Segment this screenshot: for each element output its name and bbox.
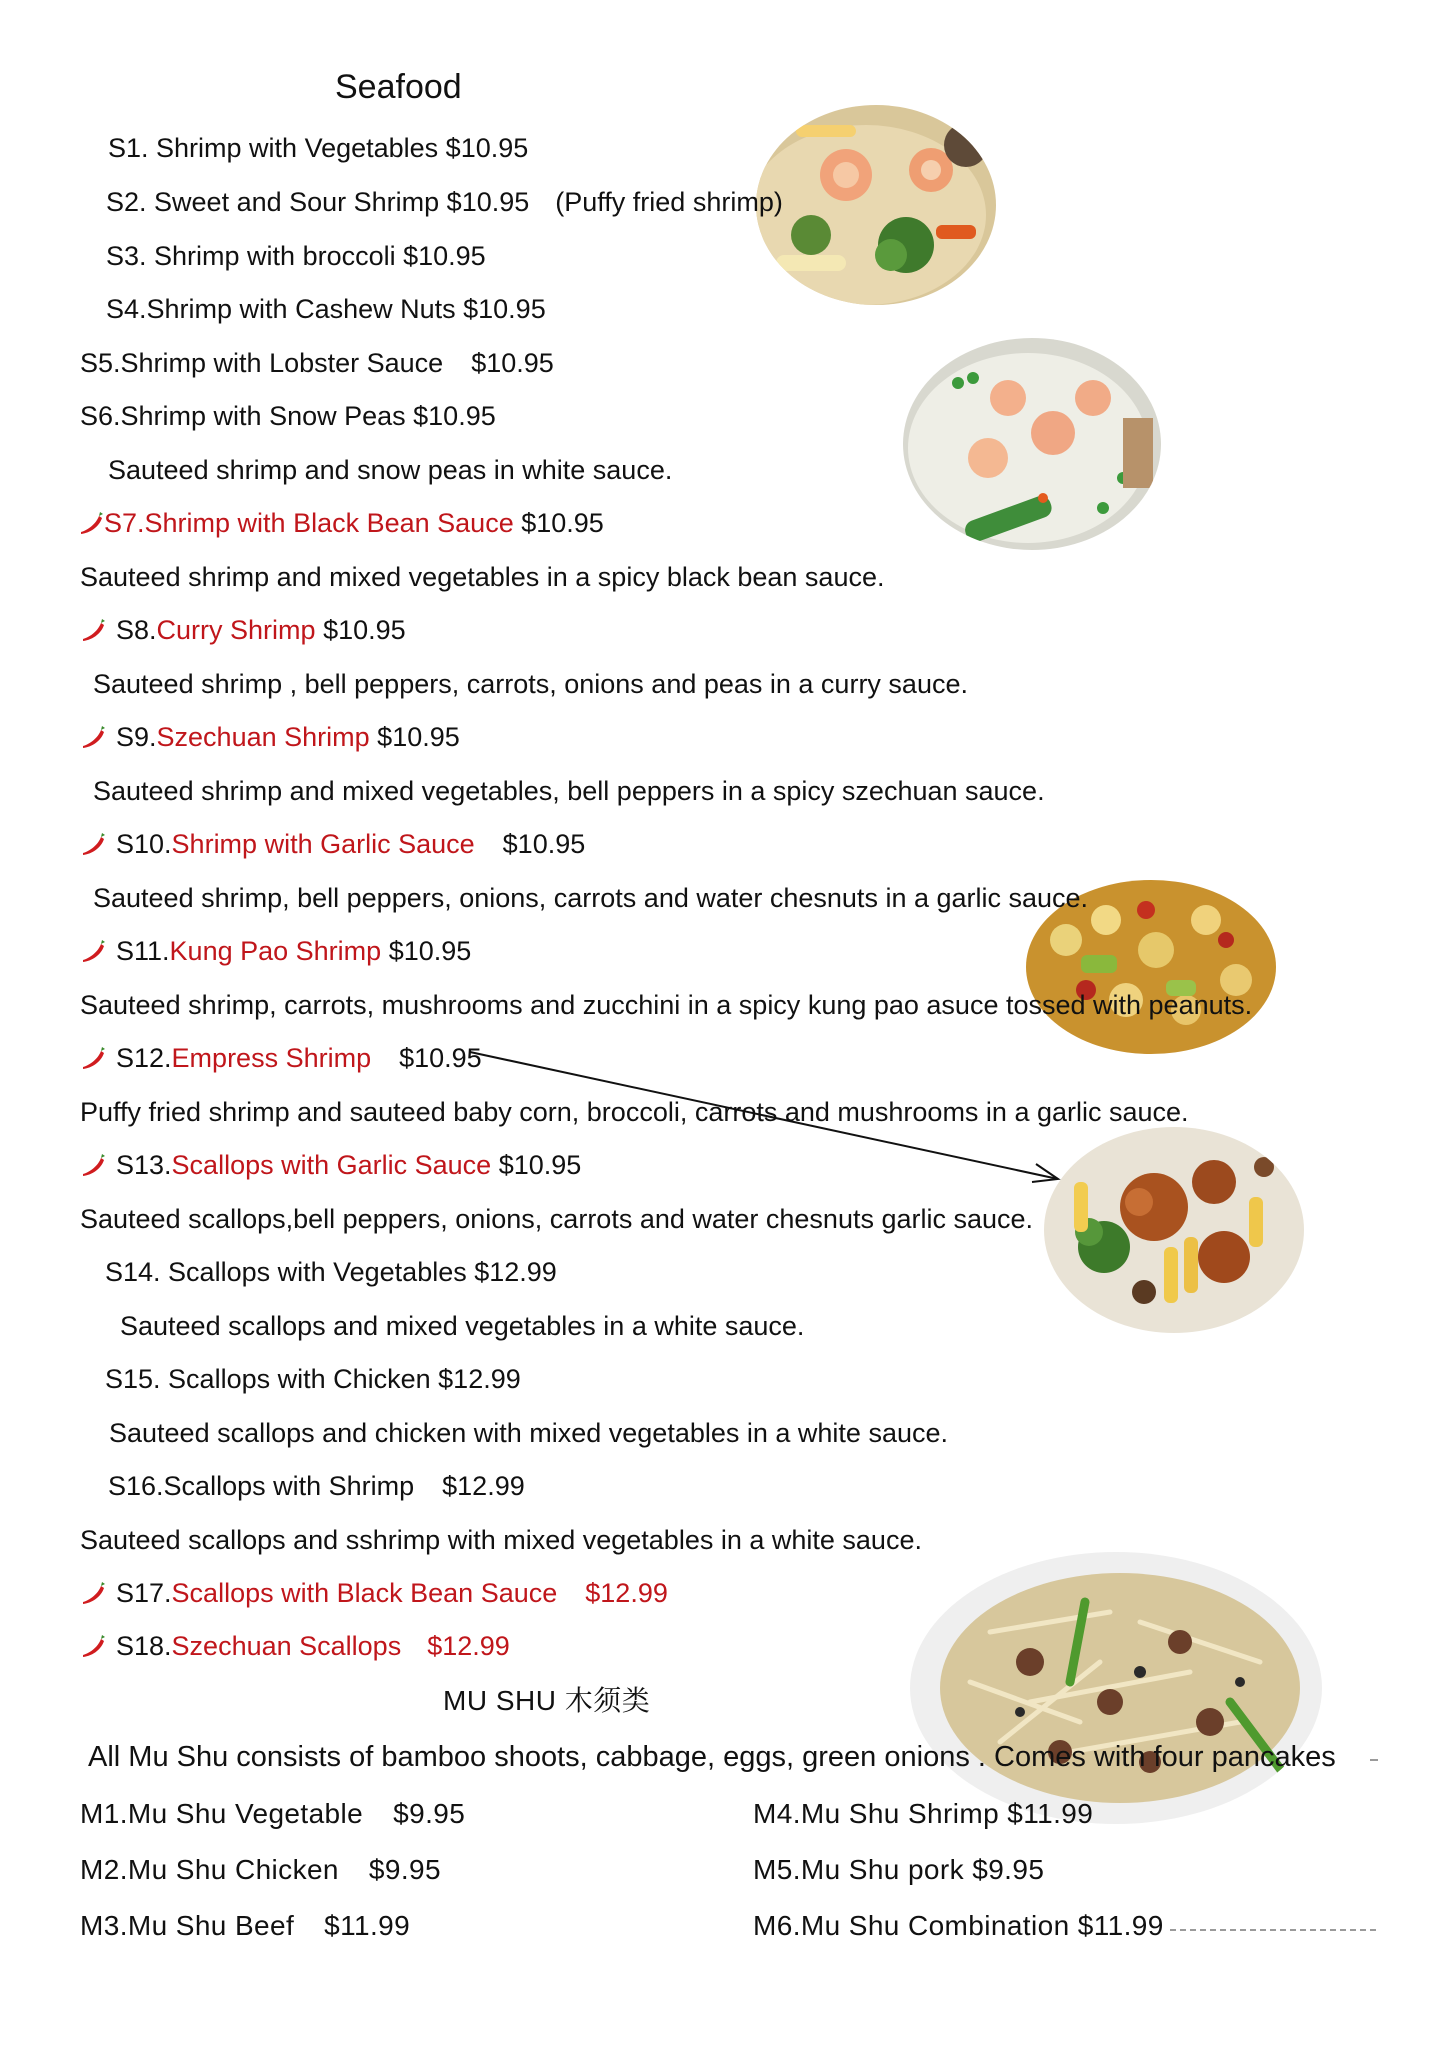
menu-item-price-s7: $10.95 bbox=[521, 508, 604, 538]
menu-item-s1: S1. Shrimp with Vegetables $10.95 bbox=[108, 133, 529, 163]
mushu-item-price-m4: $11.99 bbox=[1007, 1798, 1094, 1829]
menu-item-desc-s15: Sauteed scallops and chicken with mixed vegetables in a white sauce. bbox=[109, 1418, 948, 1448]
menu-item-s5 bbox=[80, 346, 554, 380]
menu-item-desc-s6: Sauteed shrimp and snow peas in white sauce. bbox=[108, 455, 673, 485]
menu-item-price-s11: $10.95 bbox=[388, 936, 472, 966]
menu-item-desc-s11: Sauteed shrimp, carrots, mushrooms and zucchini in a spicy kung pao asuce tossed with peanuts. bbox=[80, 990, 1253, 1020]
chili-pepper-icon bbox=[80, 617, 106, 643]
menu-item-desc-s13: Sauteed scallops,bell peppers, onions, carrots and water chesnuts garlic sauce. bbox=[80, 1204, 1034, 1234]
dashed-leader bbox=[1170, 1929, 1376, 1931]
mushu-item-name-m5: M5.Mu Shu pork bbox=[753, 1854, 965, 1885]
menu-item-code-s17: S17. bbox=[116, 1578, 172, 1608]
menu-item-name-s10: Shrimp with Garlic Sauce bbox=[171, 829, 475, 859]
menu-item-code-s12: S12. bbox=[116, 1043, 172, 1073]
menu-item-price-s9: $10.95 bbox=[377, 722, 460, 752]
menu-item-price-s12: $10.95 bbox=[399, 1043, 482, 1073]
menu-item-price-s10: $10.95 bbox=[502, 829, 586, 859]
menu-item-note-s2: (Puffy fried shrimp) bbox=[555, 187, 783, 217]
menu-item-name-s2: S2. Sweet and Sour Shrimp $10.95 bbox=[106, 187, 530, 217]
menu-item-desc-s14: Sauteed scallops and mixed vegetables in a white sauce. bbox=[120, 1311, 805, 1341]
menu-item-s4: S4.Shrimp with Cashew Nuts $10.95 bbox=[106, 294, 546, 324]
mushu-item-name-m1: M1.Mu Shu Vegetable bbox=[80, 1798, 364, 1829]
mushu-item-name-m4: M4.Mu Shu Shrimp bbox=[753, 1798, 1000, 1829]
chili-pepper-icon bbox=[80, 1633, 106, 1659]
menu-item-code-s9: S9. bbox=[116, 722, 157, 752]
mushu-item-m4 bbox=[753, 1797, 1093, 1831]
menu-item-s10 bbox=[80, 827, 585, 861]
menu-item-desc-s7: Sauteed shrimp and mixed vegetables in a spicy black bean sauce. bbox=[80, 562, 885, 592]
mushu-item-name-m6: M6.Mu Shu Combination bbox=[753, 1910, 1070, 1941]
menu-item-price-s8: $10.95 bbox=[323, 615, 406, 645]
mushu-item-m1 bbox=[80, 1797, 465, 1831]
menu-item-name-s7: Shrimp with Black Bean Sauce bbox=[144, 508, 514, 538]
menu-item-code-s11: S11. bbox=[116, 936, 170, 966]
menu-item-code-s18: S18. bbox=[116, 1631, 172, 1661]
menu-item-code-s7: S7. bbox=[104, 508, 145, 538]
menu-item-price-s5: $10.95 bbox=[471, 348, 554, 378]
mushu-item-m3 bbox=[80, 1909, 410, 1943]
menu-item-desc-s9: Sauteed shrimp and mixed vegetables, bell peppers in a spicy szechuan sauce. bbox=[93, 776, 1045, 806]
menu-item-name-s8: Curry Shrimp bbox=[156, 615, 316, 645]
menu-item-desc-s12: Puffy fried shrimp and sauteed baby corn, broccoli, carrots and mushrooms in a garlic sauce. bbox=[80, 1097, 1189, 1127]
mushu-intro: All Mu Shu consists of bamboo shoots, cabbage, eggs, green onions . Comes with four pancakes bbox=[88, 1741, 1336, 1773]
menu-item-price-s13: $10.95 bbox=[498, 1150, 582, 1180]
menu-item-name-s11: Kung Pao Shrimp bbox=[169, 936, 382, 966]
mushu-item-price-m6: $11.99 bbox=[1077, 1910, 1164, 1941]
mushu-item-price-m2: $9.95 bbox=[368, 1854, 441, 1885]
menu-item-price-s17: $12.99 bbox=[585, 1578, 668, 1608]
menu-item-desc-s10: Sauteed shrimp, bell peppers, onions, carrots and water chesnuts in a garlic sauce. bbox=[93, 883, 1089, 913]
menu-item-s2 bbox=[106, 185, 783, 219]
mushu-item-m2 bbox=[80, 1853, 441, 1887]
mushu-item-name-m2: M2.Mu Shu Chicken bbox=[80, 1854, 339, 1885]
menu-item-code-s8: S8. bbox=[116, 615, 157, 645]
chili-pepper-icon bbox=[80, 938, 106, 964]
menu-item-code-s13: S13. bbox=[116, 1150, 172, 1180]
dashed-leader bbox=[1370, 1759, 1378, 1761]
menu-item-s9 bbox=[80, 720, 460, 754]
chili-pepper-icon bbox=[80, 1152, 106, 1178]
menu-item-name-s12: Empress Shrimp bbox=[171, 1043, 372, 1073]
chili-pepper-icon bbox=[80, 831, 106, 857]
mushu-item-name-m3: M3.Mu Shu Beef bbox=[80, 1910, 295, 1941]
mushu-item-m6 bbox=[753, 1909, 1164, 1943]
mushu-item-price-m1: $9.95 bbox=[393, 1798, 466, 1829]
menu-item-desc-s8: Sauteed shrimp , bell peppers, carrots, onions and peas in a curry sauce. bbox=[93, 669, 968, 699]
section-title-mushu: MU SHU 木须类 bbox=[443, 1685, 651, 1716]
menu-item-s11 bbox=[80, 934, 471, 968]
menu-item-s16 bbox=[108, 1469, 525, 1503]
menu-item-name-s17: Scallops with Black Bean Sauce bbox=[171, 1578, 558, 1608]
mushu-item-m5 bbox=[753, 1853, 1044, 1887]
mushu-item-price-m5: $9.95 bbox=[972, 1854, 1045, 1885]
menu-item-s14: S14. Scallops with Vegetables $12.99 bbox=[105, 1257, 557, 1287]
menu-item-code-s10: S10. bbox=[116, 829, 172, 859]
section-title-seafood: Seafood bbox=[335, 68, 462, 106]
menu-item-name-s9: Szechuan Shrimp bbox=[156, 722, 370, 752]
mushu-item-price-m3: $11.99 bbox=[324, 1910, 411, 1941]
menu-item-s12 bbox=[80, 1041, 482, 1075]
menu-item-s17 bbox=[80, 1576, 668, 1610]
menu-item-s15: S15. Scallops with Chicken $12.99 bbox=[105, 1364, 521, 1394]
menu-item-name-s18: Szechuan Scallops bbox=[171, 1631, 402, 1661]
chili-pepper-icon bbox=[80, 1580, 106, 1606]
menu-item-s6: S6.Shrimp with Snow Peas $10.95 bbox=[80, 401, 496, 431]
menu-item-price-s16: $12.99 bbox=[442, 1471, 525, 1501]
menu-item-name-s16: S16.Scallops with Shrimp bbox=[108, 1471, 415, 1501]
menu-item-s7 bbox=[78, 506, 604, 540]
menu-item-name-s13: Scallops with Garlic Sauce bbox=[171, 1150, 492, 1180]
chili-pepper-icon bbox=[80, 724, 106, 750]
menu-item-name-s5: S5.Shrimp with Lobster Sauce bbox=[80, 348, 444, 378]
menu-item-s13 bbox=[80, 1148, 581, 1182]
menu-item-price-s18: $12.99 bbox=[427, 1631, 510, 1661]
menu-item-desc-s16: Sauteed scallops and sshrimp with mixed vegetables in a white sauce. bbox=[80, 1525, 922, 1555]
menu-item-s3: S3. Shrimp with broccoli $10.95 bbox=[106, 241, 486, 271]
menu-item-s8 bbox=[80, 613, 406, 647]
menu-item-s18 bbox=[80, 1629, 510, 1663]
chili-pepper-icon bbox=[80, 1045, 106, 1071]
chili-pepper-icon bbox=[78, 510, 104, 536]
